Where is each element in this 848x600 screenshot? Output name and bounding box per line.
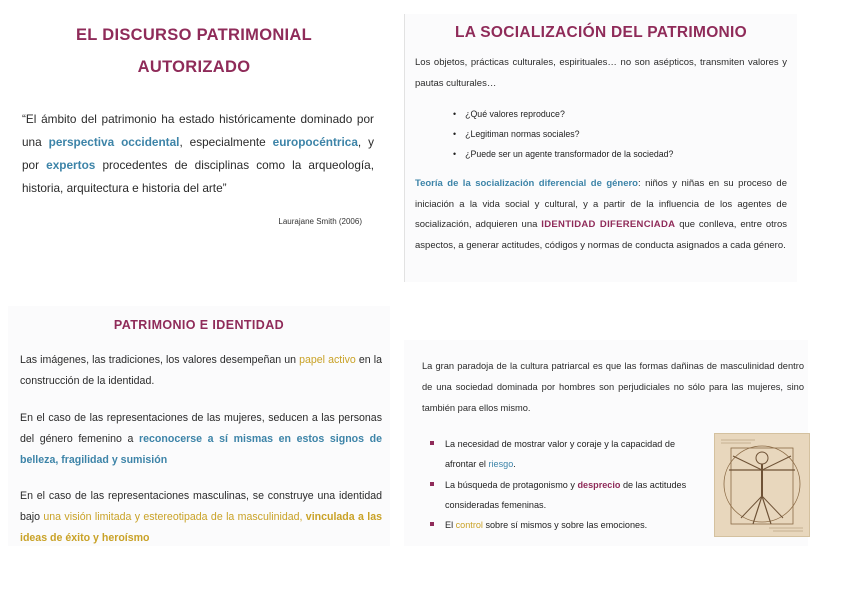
- panel-heritage-identity: [8, 306, 390, 546]
- risk-highlight: riesgo: [488, 459, 514, 470]
- quote-text: procedentes de disciplinas como la arqueología, historia, arquitectura e historia del arte”: [22, 158, 375, 195]
- panel3-title: PATRIMONIO E IDENTIDAD: [113, 318, 285, 332]
- paradox-paragraph: La gran paradoja de la cultura patriarcal es que las formas dañinas de masculinidad dentro de una sociedad dominada por hombres son perjudiciales no sólo para las mujeres, sino también para ellos mismo.: [422, 361, 804, 413]
- panel-heritage-socialization: [404, 14, 797, 282]
- quote-highlight-eurocentric: europocéntrica: [272, 135, 358, 149]
- item-text: sobre sí mismos y sobre las emociones.: [482, 520, 648, 531]
- list-item: • ¿Qué valores reproduce?: [453, 104, 673, 124]
- quote-highlight-experts: expertos: [46, 158, 96, 172]
- list-item: [430, 475, 700, 516]
- theory-paragraph: [415, 174, 787, 256]
- list-item: [430, 434, 700, 475]
- list-item: • ¿Legitiman normas sociales?: [453, 124, 673, 144]
- panel2-intro: Los objetos, prácticas culturales, espirituales… no son asépticos, transmiten valores y pautas culturales…: [415, 57, 787, 89]
- women-signs-highlight: reconocerse a sí mismas en estos signos de belleza, fragilidad y sumisión: [20, 433, 383, 466]
- contempt-highlight: desprecio: [577, 479, 621, 490]
- masculinity-list: [430, 434, 700, 535]
- vitruvian-man-image: [714, 433, 810, 537]
- panel2-title: LA SOCIALIZACIÓN DEL PATRIMONIO: [454, 24, 748, 41]
- item-text: La búsqueda de protagonismo y: [445, 479, 578, 490]
- para-text: en la construcción de la identidad.: [20, 354, 382, 387]
- masculinity-highlight: una visión limitada y estereotipada de la masculinidad,: [43, 511, 306, 523]
- list-item: • ¿Puede ser un agente transformador de la sociedad?: [453, 144, 673, 164]
- panel-patriarchal-paradox: [404, 340, 808, 546]
- vitruvian-man-icon: [715, 434, 809, 536]
- identity-highlight: IDENTIDAD DIFERENCIADA: [541, 219, 676, 230]
- item-text: La necesidad de mostrar valor y coraje y la capacidad de afrontar el: [445, 439, 675, 470]
- question-list: [453, 104, 673, 164]
- item-text: .: [513, 459, 516, 470]
- item-text: de las actitudes consideradas femeninas.: [445, 479, 687, 510]
- square-bullet-icon: [430, 482, 434, 486]
- theory-label: Teoría de la socialización diferencial de género: [415, 178, 638, 189]
- theory-text: : niños y niñas en su proceso de iniciación a la vida social y cultural, y a partir de la influencia de los agentes de socialización, adquieren una: [415, 178, 787, 230]
- quote-text: , especialmente: [179, 135, 273, 149]
- list-item: [430, 515, 700, 535]
- success-heroism-highlight: vinculada a las ideas de éxito y heroísmo: [20, 511, 382, 544]
- active-role-highlight: papel activo: [299, 354, 356, 366]
- identity-paragraph-1: [20, 350, 382, 392]
- para-text: En el caso de las representaciones masculinas, se construye una identidad bajo: [20, 490, 382, 523]
- para-text: Las imágenes, las tradiciones, los valores desempeñan un: [20, 354, 300, 366]
- panel-authorized-discourse: [8, 8, 380, 243]
- smith-quote: [22, 108, 374, 200]
- quote-text: , y por: [22, 135, 374, 172]
- quote-highlight-western: perspectiva occidental: [48, 135, 180, 149]
- panel1-title-line2: AUTORIZADO: [137, 58, 251, 76]
- panel1-title-line1: EL DISCURSO PATRIMONIAL: [75, 26, 313, 44]
- identity-paragraph-3: [20, 486, 382, 549]
- theory-text: que conlleva, entre otros aspectos, a generar actitudes, códigos y normas de conducta asignados a cada género.: [415, 219, 787, 251]
- quote-author: Laurajane Smith (2006): [278, 217, 362, 226]
- para-text: En el caso de las representaciones de las mujeres, seducen a las personas del género femenino a: [20, 412, 382, 445]
- control-highlight: control: [455, 520, 483, 531]
- identity-paragraph-2: [20, 408, 382, 471]
- square-bullet-icon: [430, 522, 434, 526]
- item-text: El: [445, 520, 456, 531]
- square-bullet-icon: [430, 441, 434, 445]
- quote-text: “El ámbito del patrimonio ha estado históricamente dominado por una: [22, 112, 374, 149]
